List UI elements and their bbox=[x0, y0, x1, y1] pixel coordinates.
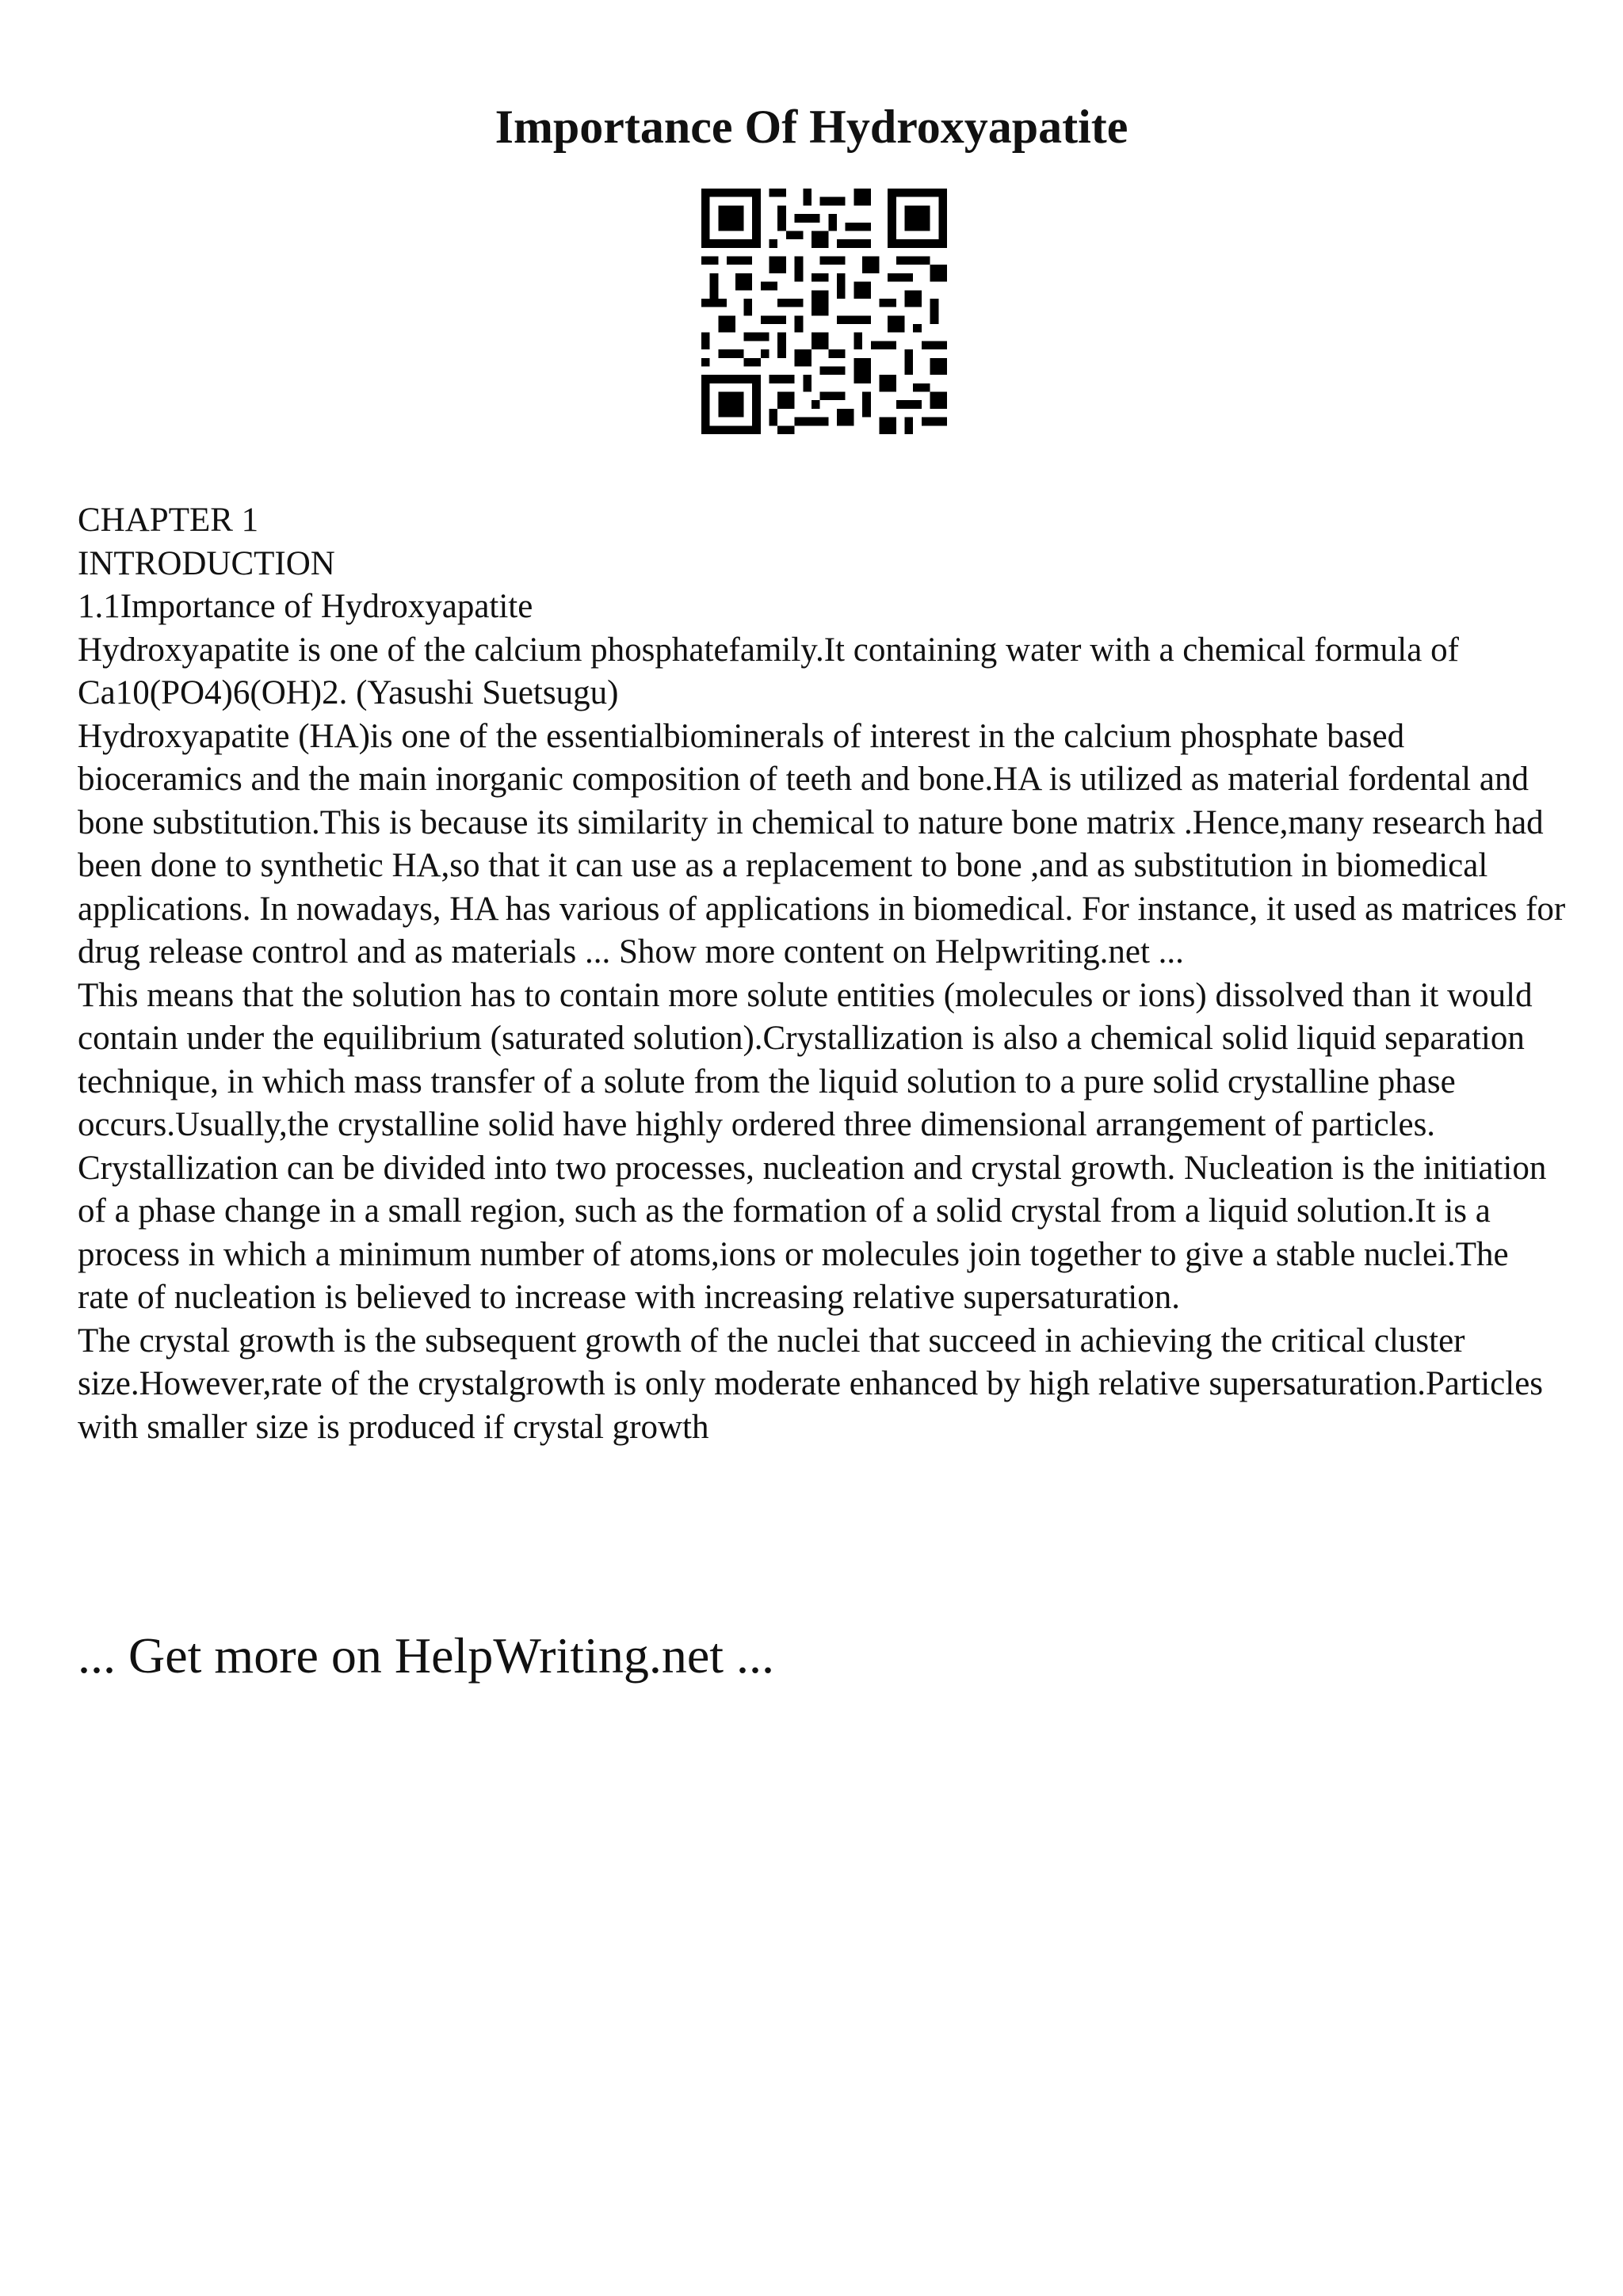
paragraph: This means that the solution has to contain more solute entities (molecules or ions) dissolved than it would contain under the equilibrium (saturated solution).Crystallization is also a chemical solid liquid separation technique, in which mass transfer of a solute from the liquid solution to a pure solid crystalline phase occurs.Usually,the crystalline solid have highly ordered three dimensional arrangement of particles. bbox=[78, 976, 1533, 1143]
get-more-link[interactable]: ... Get more on HelpWriting.net ... bbox=[78, 1627, 774, 1684]
chapter-heading: CHAPTER 1 bbox=[78, 502, 259, 539]
document-title: Importance Of Hydroxyapatite bbox=[495, 101, 1128, 153]
section-heading: 1.1Importance of Hydroxyapatite bbox=[78, 588, 533, 625]
qr-code-icon bbox=[701, 189, 947, 434]
paragraph: Hydroxyapatite (HA)is one of the essentialbiominerals of interest in the calcium phosphate based bioceramics and the main inorganic composition of teeth and bone.HA is utilized as material fordental and bone substitution.This is because its similarity in chemical to nature bone matrix .Hence,many research had been done to synthetic HA,so that it can use as a replacement to bone ,and as substitution in biomedical applications. In nowadays, HA has various of applications in biomedical. For instance, it used as matrices for drug release control and as materials ... Show more content on Helpwriting.net ... bbox=[78, 717, 1566, 971]
document-body bbox=[78, 499, 1568, 1449]
paragraph: Hydroxyapatite is one of the calcium phosphatefamily.It containing water with a chemical formula of Ca10(PO4)6(OH)2. (Yasushi Suetsugu) bbox=[78, 631, 1459, 711]
introduction-heading: INTRODUCTION bbox=[78, 544, 335, 582]
paragraph: The crystal growth is the subsequent growth of the nuclei that succeed in achieving the critical cluster size.However,rate of the crystalgrowth is only moderate enhanced by high relative supersaturation.Particles with smaller size is produced if crystal growth bbox=[78, 1322, 1544, 1446]
paragraph: Crystallization can be divided into two processes, nucleation and crystal growth. Nucleation is the initiation of a phase change in a small region, such as the formation of a solid crystal from a liquid solution.It is a process in which a minimum number of atoms,ions or molecules join together to give a stable nuclei.The rate of nucleation is believed to increase with increasing relative supersaturation. bbox=[78, 1149, 1547, 1316]
